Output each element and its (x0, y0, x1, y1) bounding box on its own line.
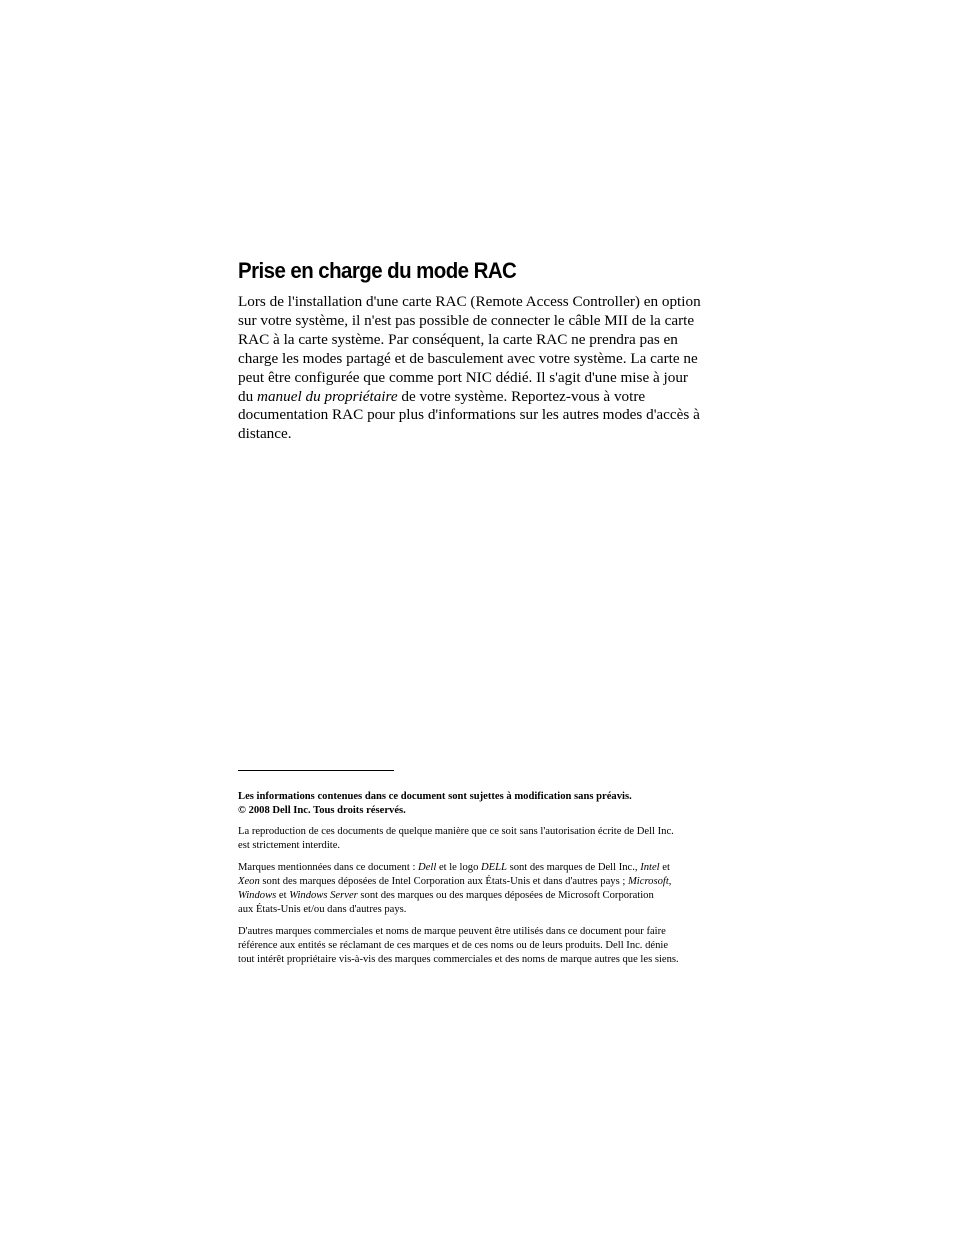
trademark-windows-server: Windows Server (289, 890, 358, 901)
trademarks-text: et le logo (436, 862, 482, 873)
trademarks-text: et (659, 862, 670, 873)
paragraph-line: peut être configurée que comme port NIC dédié. Il s'agit d'une mise à jour (238, 368, 688, 386)
paragraph-text: de votre système. Reportez-vous à votre (397, 387, 646, 405)
change-notice (238, 790, 738, 818)
trademarks-text: et (276, 890, 290, 901)
trademarks-text: sont des marques déposées de Intel Corporation aux États-Unis et dans d'autres pays ; (259, 876, 628, 887)
reproduction-line: La reproduction de ces documents de quelque manière que ce soit sans l'autorisation écrite de Dell Inc. (238, 826, 674, 837)
other-trademarks-notice (238, 925, 738, 967)
paragraph-line (238, 388, 734, 407)
paragraph-line: charge les modes partagé et de basculement avec votre système. La carte ne (238, 349, 698, 367)
paragraph-line: RAC à la carte système. Par conséquent, la carte RAC ne prendra pas en (238, 330, 678, 348)
trademarks-line: aux États-Unis et/ou dans d'autres pays. (238, 904, 407, 915)
paragraph-line: Lors de l'installation d'une carte RAC (Remote Access Controller) en option (238, 293, 701, 310)
trademarks-text: , (668, 876, 672, 887)
trademarks-text: Marques mentionnées dans ce document : (238, 862, 419, 873)
trademarks-line (238, 861, 738, 875)
owners-manual-reference: manuel du propriétaire (256, 387, 398, 405)
paragraph-line: documentation RAC pour plus d'informations sur les autres modes d'accès à (238, 406, 700, 424)
reproduction-notice (238, 825, 738, 853)
trademarks-notice (238, 861, 738, 917)
trademarks-text: sont des marques de Dell Inc., (506, 862, 641, 873)
paragraph-line: sur votre système, il n'est pas possible de connecter le câble MII de la carte (238, 311, 695, 329)
trademarks-text: sont des marques ou des marques déposées de Microsoft Corporation (357, 890, 654, 901)
trademark-xeon: Xeon (238, 876, 260, 887)
other-trademarks-line: D'autres marques commerciales et noms de marque peuvent être utilisés dans ce document pour faire (238, 926, 666, 937)
paragraph-line: distance. (238, 425, 292, 443)
trademark-microsoft: Microsoft (627, 876, 669, 887)
other-trademarks-line: référence aux entités se réclamant de ces marques et de ces noms ou de leurs produits. Dell Inc. dénie (238, 940, 669, 951)
paragraph-text: du (238, 387, 257, 405)
trademark-intel: Intel (640, 862, 660, 873)
trademark-dell-logo: DELL (481, 862, 507, 873)
section-paragraph (238, 293, 734, 444)
footer-divider (238, 770, 394, 771)
copyright-line: © 2008 Dell Inc. Tous droits réservés. (238, 805, 406, 816)
other-trademarks-line: tout intérêt propriétaire vis-à-vis des marques commerciales et des noms de marque autres que les siens. (238, 954, 679, 965)
notice-line: Les informations contenues dans ce document sont sujettes à modification sans préavis. (238, 791, 632, 802)
trademarks-line (238, 875, 738, 889)
reproduction-line: est strictement interdite. (238, 840, 341, 851)
trademarks-line (238, 889, 738, 903)
trademark-windows: Windows (238, 890, 277, 901)
trademark-dell: Dell (418, 862, 437, 873)
section-title: Prise en charge du mode RAC (238, 258, 517, 283)
